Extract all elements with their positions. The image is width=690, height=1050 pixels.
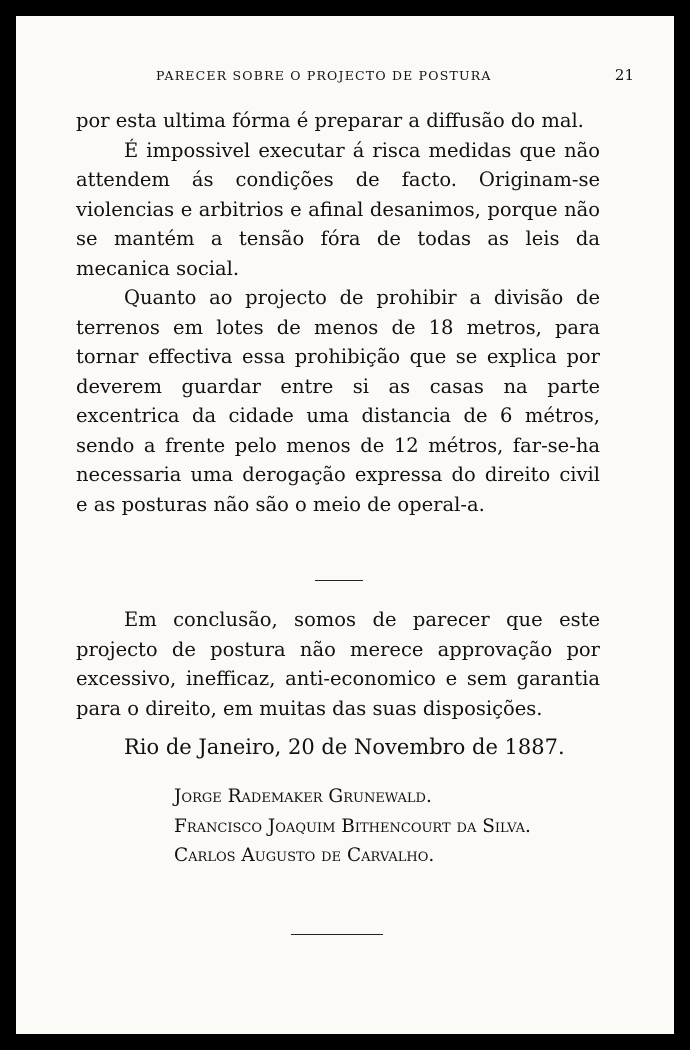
- paragraph-continuation: por esta ultima fórma é preparar a diffusão do mal.: [76, 109, 584, 132]
- paragraph-quanto: Quanto ao projecto de prohibir a divisão de terrenos em lotes de menos de 18 metros, para tornar effectiva essa prohibição que se explica por deverem guardar entre si as casas na parte excentrica da cidade uma distancia de 6 métros, sendo a frente pelo menos de 12 métros, far-se-ha necessaria uma derogação expressa do direito civil e as posturas não são o meio de operal-a.: [76, 286, 600, 516]
- signature-line: Carlos Augusto de Carvalho.: [174, 845, 435, 866]
- signature-line: Francisco Joaquim Bithencourt da Silva.: [174, 815, 531, 837]
- section-divider: [315, 580, 363, 581]
- end-divider: [291, 934, 383, 935]
- signature-line: Jorge Rademaker Grunewald.: [174, 786, 432, 807]
- book-page: [16, 16, 674, 1034]
- dateline: Rio de Janeiro, 20 de Novembro de 1887.: [124, 735, 565, 759]
- paragraph-conclusion: Em conclusão, somos de parecer que este projecto de postura não merece approvação por excessivo, inefficaz, anti-economico e sem garantia para o direito, em muitas das suas disposições.: [76, 608, 600, 720]
- running-title: PARECER SOBRE O PROJECTO DE POSTURA: [156, 68, 492, 83]
- body-text: [76, 106, 600, 519]
- paragraph-impossivel: É impossivel executar á risca medidas que não attendem ás condições de facto. Originam-se violencias e arbitrios e afinal desanimos, porque não se mantém a tensão fóra de todas as leis da mecanica social.: [76, 138, 600, 280]
- page-number: 21: [614, 66, 634, 84]
- signatures: [174, 782, 531, 871]
- page-header: [16, 64, 674, 86]
